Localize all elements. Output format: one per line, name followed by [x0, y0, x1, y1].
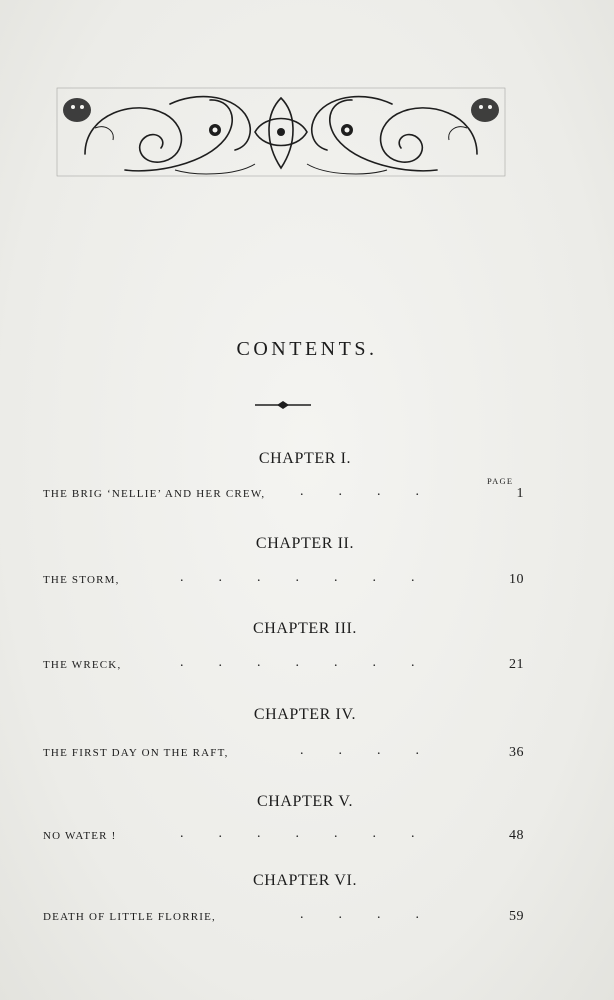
toc-page-number: 21 — [509, 657, 524, 672]
toc-page-number: 1 — [516, 486, 524, 501]
toc-page-number: 10 — [509, 572, 524, 587]
toc-entry — [43, 655, 524, 677]
toc-entry — [43, 484, 524, 506]
chapter-heading: CHAPTER VI. — [252, 872, 358, 889]
toc-entry — [43, 570, 524, 592]
page-title: CONTENTS. — [236, 338, 378, 360]
dot-leader: . . . . . . . — [180, 655, 415, 670]
toc-entry — [43, 907, 524, 929]
dot-leader: . . . . — [300, 907, 419, 922]
page-column-header: PAGE — [487, 476, 514, 486]
toc-page-number: 36 — [509, 745, 524, 760]
toc-entry-title: THE FIRST DAY ON THE RAFT, — [43, 747, 229, 759]
toc-entry-title: THE BRIG ‘NELLIE’ AND HER CREW, — [43, 488, 266, 500]
chapter-heading: CHAPTER II. — [255, 535, 355, 552]
toc-entry-title: NO WATER ! — [43, 830, 117, 842]
chapter-heading: CHAPTER III. — [252, 620, 358, 637]
toc-entry-title: THE STORM, — [43, 574, 120, 586]
toc-entry — [43, 743, 524, 765]
divider-ornament — [255, 398, 311, 412]
chapter-heading: CHAPTER IV. — [253, 706, 357, 723]
toc-entry — [43, 826, 524, 848]
toc-entry-title: DEATH OF LITTLE FLORRIE, — [43, 911, 217, 923]
floral-ornament-headpiece — [55, 84, 507, 180]
toc-page-number: 48 — [509, 828, 524, 843]
dot-leader: . . . . — [300, 484, 419, 499]
toc-page-number: 59 — [509, 909, 524, 924]
chapter-heading: CHAPTER V. — [256, 793, 354, 810]
dot-leader: . . . . . . . — [180, 826, 415, 841]
dot-leader: . . . . — [300, 743, 419, 758]
toc-entry-title: THE WRECK, — [43, 659, 122, 671]
dot-leader: . . . . . . . — [180, 570, 415, 585]
chapter-heading: CHAPTER I. — [258, 450, 352, 467]
